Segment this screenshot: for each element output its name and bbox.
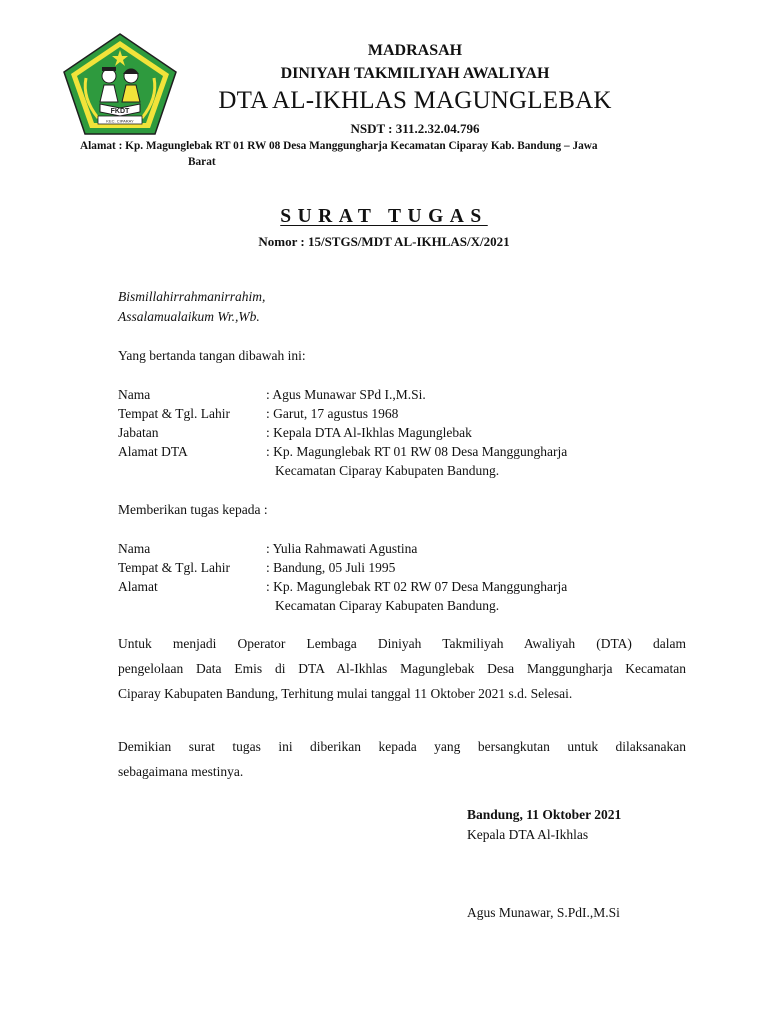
intro-text: Yang bertanda tangan dibawah ini: (118, 348, 306, 363)
assignment-paragraph (118, 631, 686, 706)
field-value: : Yulia Rahmawati Agustina (266, 541, 418, 556)
letterhead-line-madrasah: MADRASAH (367, 42, 463, 59)
paragraph-line: Ciparay Kabupaten Bandung, Terhitung mulai tanggal 11 Oktober 2021 s.d. Selesai. (118, 686, 573, 701)
signer-field-name (118, 385, 658, 404)
field-label: Nama (118, 387, 151, 402)
document-number: Nomor : 15/STGS/MDT AL-IKHLAS/X/2021 (258, 234, 510, 249)
field-value-continued: Kecamatan Ciparay Kabupaten Bandung. (275, 598, 500, 613)
address-line-2: Barat (188, 156, 216, 168)
letterhead-school-name: DTA AL-IKHLAS MAGUNGLEBAK (218, 87, 612, 114)
field-value: : Kp. Magunglebak RT 01 RW 08 Desa Manggungharja (266, 444, 568, 459)
document-title (0, 206, 768, 228)
logo-ribbon-text: KEC. CIPARAY (106, 118, 134, 124)
assignee-field-address (118, 577, 658, 613)
assignee-field-birth (118, 558, 658, 577)
paragraph-line: pengelolaan Data Emis di DTA Al-Ikhlas Magunglebak Desa Manggungharja Kecamatan (118, 661, 686, 676)
assign-intro-text: Memberikan tugas kepada : (118, 502, 268, 517)
paragraph-line: sebagaimana mestinya. (118, 764, 244, 779)
field-value: : Garut, 17 agustus 1968 (266, 406, 399, 421)
paragraph-line: Demikian surat tugas ini diberikan kepada yang bersangkutan untuk dilaksanakan (118, 739, 686, 754)
field-label: Alamat (118, 579, 158, 594)
address-line-1: Alamat : Kp. Magunglebak RT 01 RW 08 Desa Manggungharja Kecamatan Ciparay Kab. Bandung – Jawa (80, 140, 598, 152)
assignee-field-name (118, 539, 658, 558)
signer-field-address (118, 442, 658, 478)
signature-name: Agus Munawar, S.PdI.,M.Si (467, 905, 620, 920)
field-value: : Agus Munawar SPd I.,M.Si. (266, 387, 426, 402)
field-label: Nama (118, 541, 151, 556)
field-value-continued: Kecamatan Ciparay Kabupaten Bandung. (275, 463, 500, 478)
field-label: Jabatan (118, 425, 159, 440)
letterhead-address (80, 138, 685, 170)
greeting-bismillah: Bismillahirrahmanirrahim, (118, 289, 266, 304)
logo-emblem-text: FKDT (110, 108, 130, 115)
field-label: Alamat DTA (118, 444, 188, 459)
document-title-text: SURAT TUGAS (280, 206, 488, 227)
signature-place-date: Bandung, 11 Oktober 2021 (467, 807, 622, 822)
closing-paragraph (118, 734, 686, 784)
letterhead-line-diniyah: DINIYAH TAKMILIYAH AWALIYAH (280, 65, 550, 82)
letterhead-nsdt: NSDT : 311.2.32.04.796 (350, 121, 480, 136)
signer-field-position (118, 423, 658, 442)
greeting-salam: Assalamualaikum Wr.,Wb. (118, 309, 260, 324)
field-value: : Kepala DTA Al-Ikhlas Magunglebak (266, 425, 472, 440)
signature-role: Kepala DTA Al-Ikhlas (467, 827, 589, 842)
paragraph-line: Untuk menjadi Operator Lembaga Diniyah Takmiliyah Awaliyah (DTA) dalam (118, 636, 686, 651)
field-label: Tempat & Tgl. Lahir (118, 560, 231, 575)
field-label: Tempat & Tgl. Lahir (118, 406, 231, 421)
signer-field-birth (118, 404, 658, 423)
field-value: : Kp. Magunglebak RT 02 RW 07 Desa Manggungharja (266, 579, 568, 594)
field-value: : Bandung, 05 Juli 1995 (266, 560, 396, 575)
